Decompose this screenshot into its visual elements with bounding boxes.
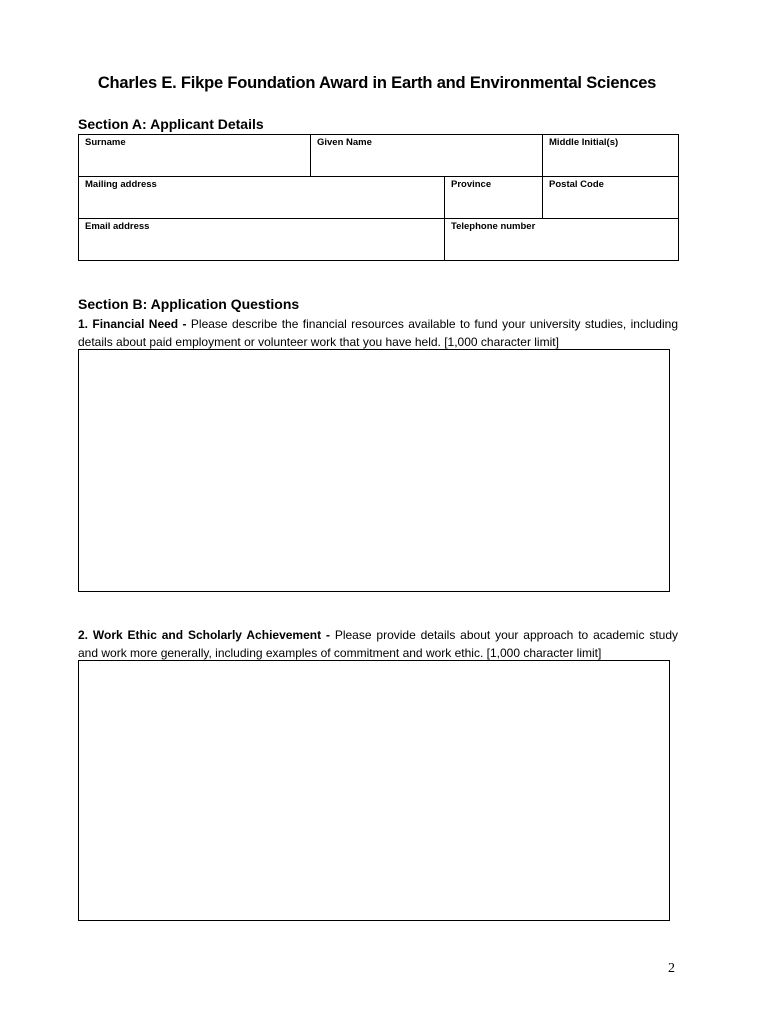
question-2-text: Please provide details about your approach to academic study and work more generally, including examples of commitment and work ethic. [1,000 character limit] xyxy=(78,628,678,660)
email-address-field[interactable] xyxy=(79,219,445,261)
middle-initials-label: Middle Initial(s) xyxy=(549,137,619,148)
telephone-number-label: Telephone number xyxy=(451,221,536,232)
question-1-label: 1. Financial Need - xyxy=(78,317,187,331)
page-number: 2 xyxy=(668,961,675,976)
given-name-field[interactable] xyxy=(311,135,543,177)
question-2 xyxy=(78,626,678,662)
mailing-address-field[interactable] xyxy=(79,177,445,219)
question-2-answer-box[interactable] xyxy=(78,660,670,921)
question-1-answer-box[interactable] xyxy=(78,349,670,592)
section-b-heading: Section B: Application Questions xyxy=(78,296,300,312)
province-label: Province xyxy=(451,179,492,190)
question-1 xyxy=(78,315,678,351)
postal-code-label: Postal Code xyxy=(549,179,604,190)
mailing-address-label: Mailing address xyxy=(85,179,157,190)
surname-field[interactable] xyxy=(79,135,311,177)
applicant-details-table xyxy=(78,134,679,261)
question-1-text: Please describe the financial resources available to fund your university studies, including details about paid employment or volunteer work that you have held. [1,000 character limit] xyxy=(78,317,678,349)
postal-code-field[interactable] xyxy=(543,177,679,219)
surname-label: Surname xyxy=(85,137,126,148)
middle-initials-field[interactable] xyxy=(543,135,679,177)
email-address-label: Email address xyxy=(85,221,150,232)
telephone-number-field[interactable] xyxy=(445,219,679,261)
province-field[interactable] xyxy=(445,177,543,219)
form-title: Charles E. Fikpe Foundation Award in Earth and Environmental Sciences xyxy=(97,74,657,92)
question-2-label: 2. Work Ethic and Scholarly Achievement - xyxy=(78,628,330,642)
given-name-label: Given Name xyxy=(317,137,372,148)
section-a-heading: Section A: Applicant Details xyxy=(78,116,264,132)
